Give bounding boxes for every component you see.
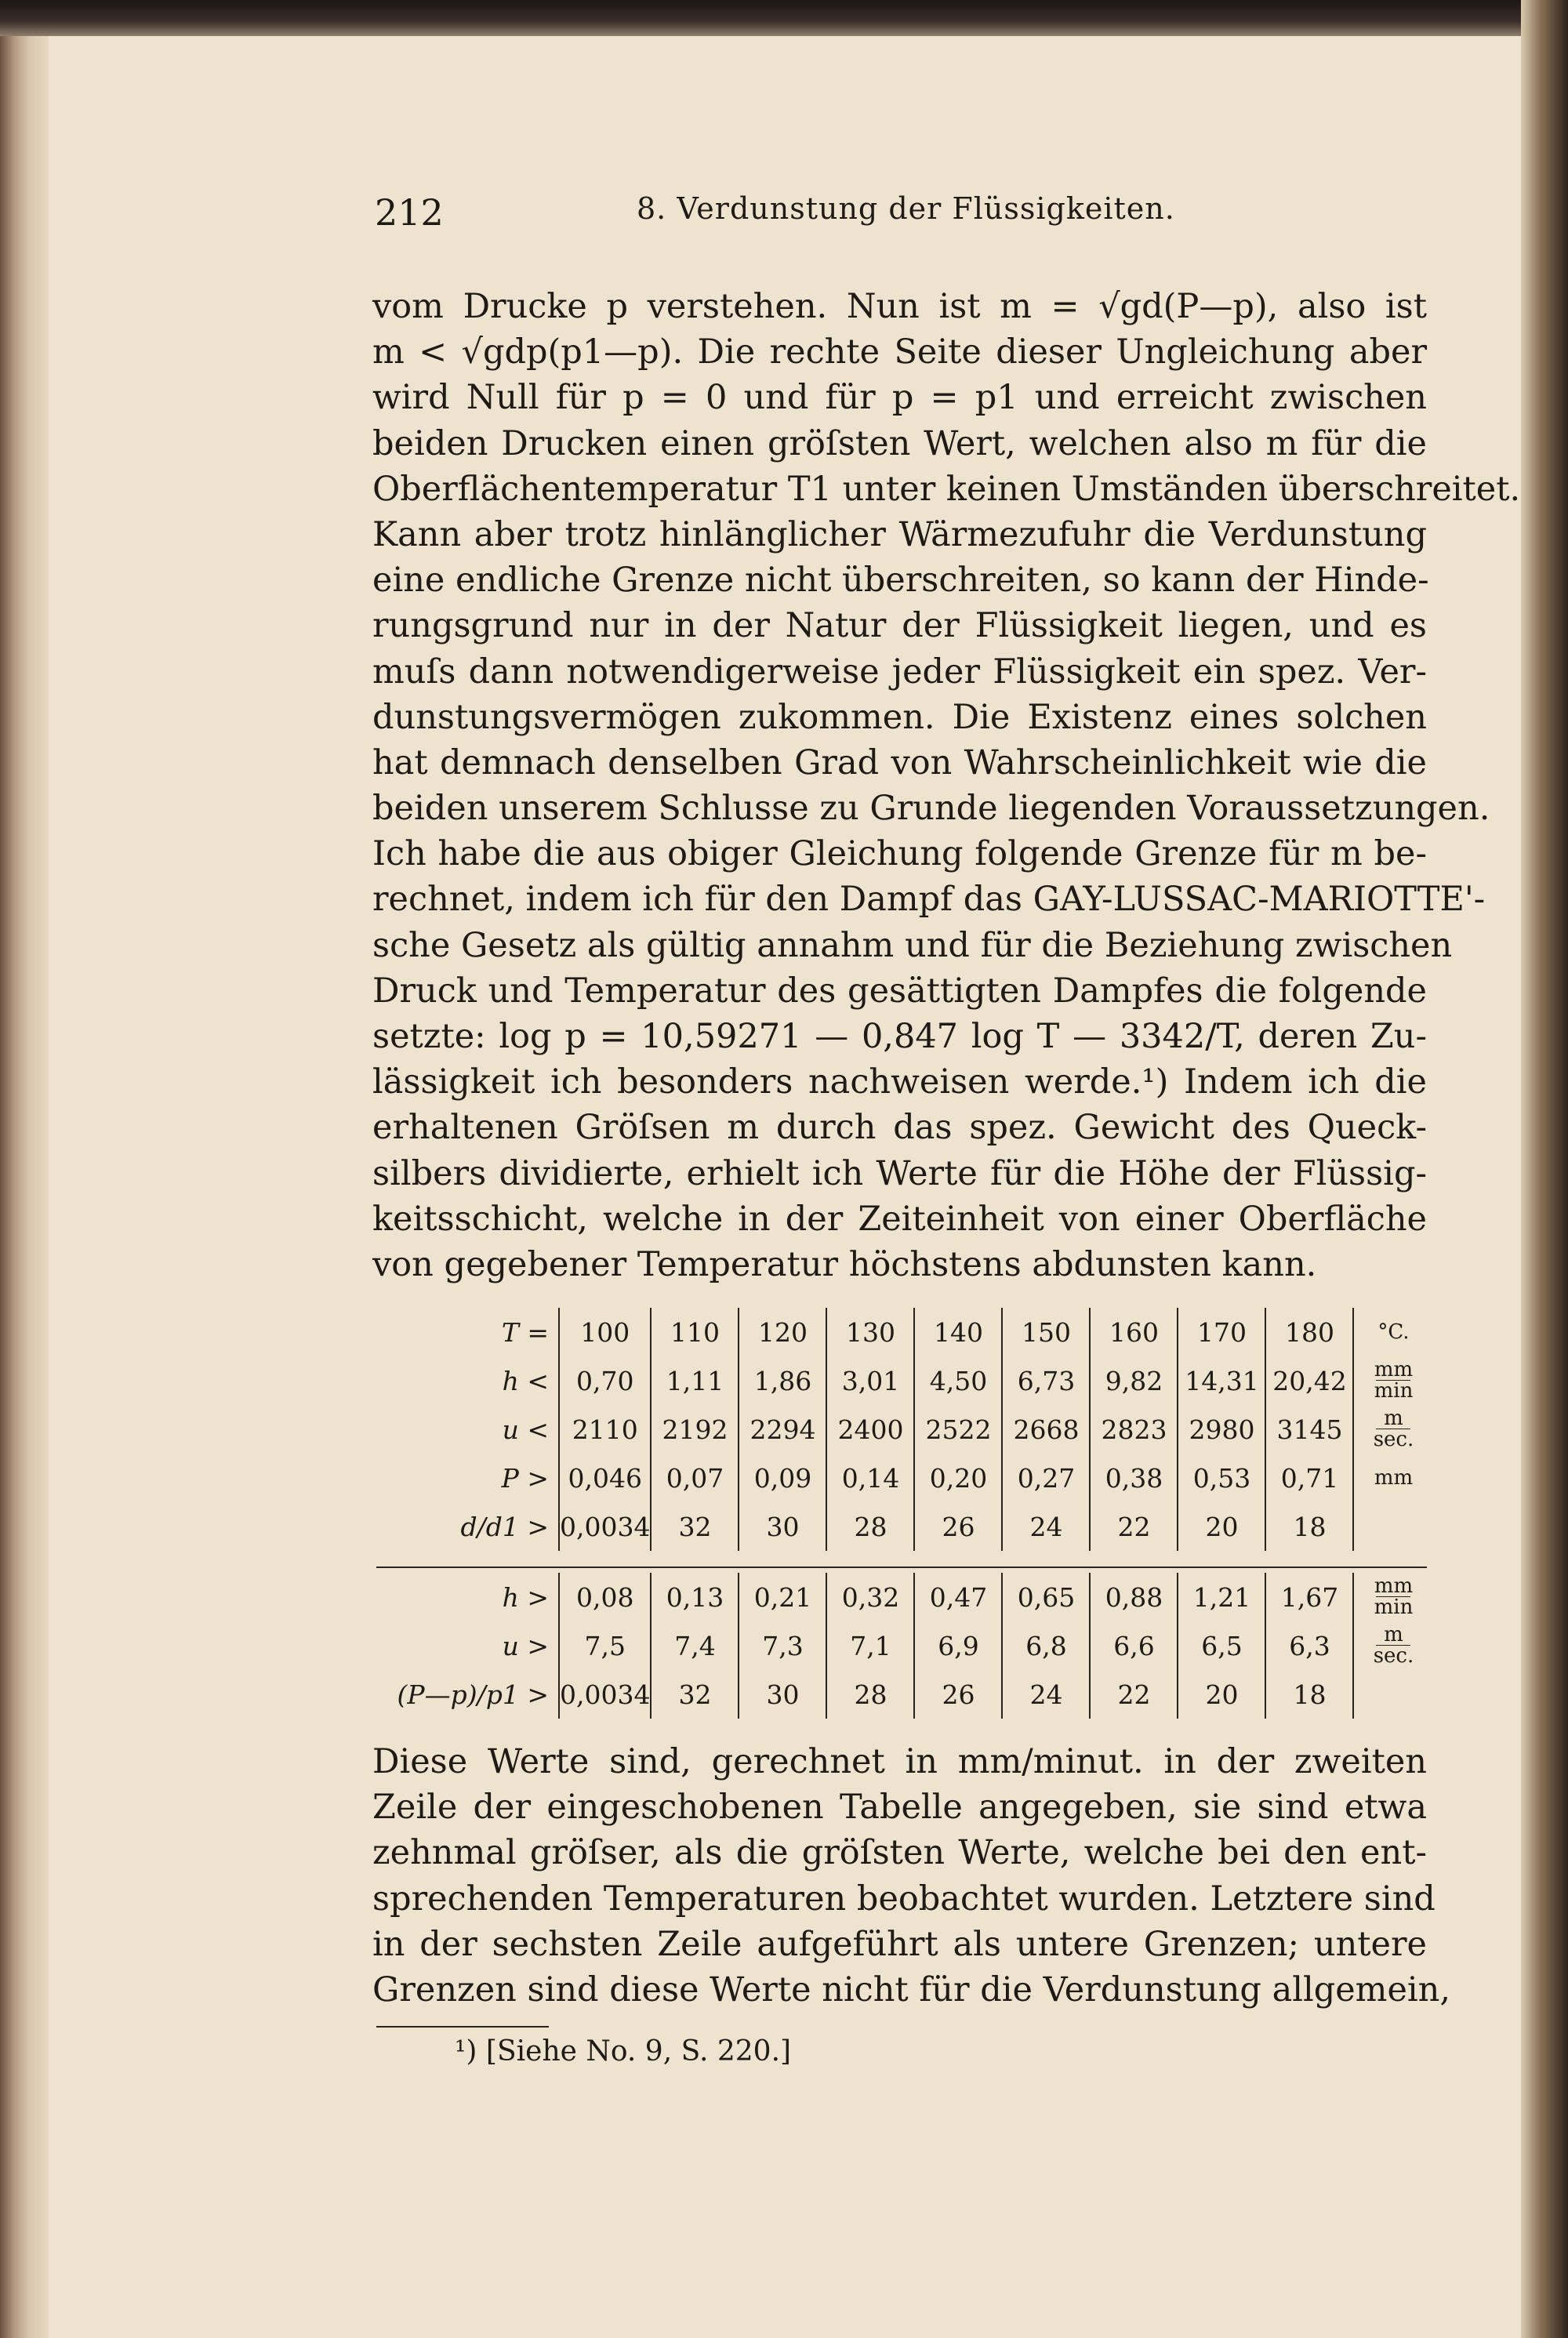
unit-numerator: m (1384, 1406, 1403, 1430)
table-row (361, 1670, 1432, 1719)
text-line: Kann aber trotz hinlänglicher Wärmezufuhr die Verdunstung (372, 514, 1427, 554)
table-cell: 20,42 (1265, 1356, 1353, 1405)
table-cell: 28 (826, 1670, 914, 1719)
table-cell: 0,53 (1178, 1454, 1265, 1502)
table-cell: 32 (651, 1502, 739, 1551)
table-row (361, 1621, 1432, 1670)
table-cell: 7,1 (826, 1621, 914, 1670)
table-cell: 20 (1178, 1670, 1265, 1719)
table-row (361, 1573, 1432, 1621)
table-cell: 160 (1090, 1308, 1178, 1356)
table-cell: 0,20 (914, 1454, 1002, 1502)
row-label: P > (501, 1462, 549, 1494)
row-unit (1353, 1621, 1432, 1670)
table-cell: 170 (1178, 1308, 1265, 1356)
table-cell: 18 (1265, 1670, 1353, 1719)
table-cell: 0,0034 (559, 1502, 651, 1551)
table-cell: 0,27 (1002, 1454, 1090, 1502)
table-cell: 26 (914, 1670, 1002, 1719)
table-cell: 0,07 (651, 1454, 739, 1502)
body-text-top (372, 284, 1521, 1287)
table-cell: 0,09 (739, 1454, 826, 1502)
table-cell: 14,31 (1178, 1356, 1265, 1405)
table-cell: 2823 (1090, 1405, 1178, 1454)
row-unit: °C. (1353, 1308, 1432, 1356)
table-cell: 28 (826, 1502, 914, 1551)
table-cell: 1,11 (651, 1356, 739, 1405)
row-label: h < (502, 1365, 549, 1396)
table-cell: 9,82 (1090, 1356, 1178, 1405)
row-unit (1353, 1502, 1432, 1551)
table-cell: 0,65 (1002, 1573, 1090, 1621)
table-cell: 130 (826, 1308, 914, 1356)
table-cell: 1,67 (1265, 1573, 1353, 1621)
table-cell: 3,01 (826, 1356, 914, 1405)
text-line: rechnet, indem ich für den Dampf das GAY-LUSSAC-MARIOTTE'- (372, 880, 1486, 920)
table-cell: 120 (739, 1308, 826, 1356)
text-line: Diese Werte sind, gerechnet in mm/minut. in der zweiten (372, 1742, 1427, 1781)
table-cell: 0,38 (1090, 1454, 1178, 1502)
text-line: beiden unserem Schlusse zu Grunde liegenden Voraussetzungen. (372, 789, 1490, 829)
footnote-rule (376, 2026, 549, 2028)
text-line: sche Gesetz als gültig annahm und für die Beziehung zwischen (372, 925, 1453, 965)
table-cell: 24 (1002, 1670, 1090, 1719)
text-line: silbers dividierte, erhielt ich Werte für die Höhe der Flüssig- (372, 1153, 1427, 1193)
table-cell: 0,88 (1090, 1573, 1178, 1621)
table-cell: 2522 (914, 1405, 1002, 1454)
table-upper (361, 1308, 1432, 1551)
table-cell: 100 (559, 1308, 651, 1356)
text-line: m < √gdp(p1—p). Die rechte Seite dieser Ungleichung aber (372, 332, 1427, 372)
table-cell: 30 (739, 1670, 826, 1719)
table-cell: 2192 (651, 1405, 739, 1454)
table-cell: 6,6 (1090, 1621, 1178, 1670)
text-line: wird Null für p = 0 und für p = p1 und erreicht zwischen (372, 378, 1427, 418)
text-line: sprechenden Temperaturen beobachtet wurden. Letztere sind (372, 1879, 1436, 1919)
table-cell: 0,0034 (559, 1670, 651, 1719)
unit-numerator: m (1384, 1622, 1403, 1646)
text-line: Oberflächentemperatur T1 unter keinen Umständen überschreitet. (372, 469, 1521, 509)
table-cell: 1,86 (739, 1356, 826, 1405)
text-line: Druck und Temperatur des gesättigten Dampfes die folgende (372, 971, 1427, 1011)
table-cell: 7,5 (559, 1621, 651, 1670)
text-line: muſs dann notwendigerweise jeder Flüssigkeit ein spez. Ver- (372, 652, 1427, 692)
table-cell: 140 (914, 1308, 1002, 1356)
book-top-edge (0, 0, 1568, 36)
row-label: u > (502, 1630, 549, 1661)
unit-denominator: sec. (1373, 1427, 1414, 1451)
row-unit (1353, 1356, 1432, 1405)
row-unit: mm (1353, 1454, 1432, 1502)
text-line: dunstungsvermögen zukommen. Die Existenz eines solchen (372, 697, 1427, 737)
text-line: beiden Drucken einen gröſsten Wert, welchen also m für die (372, 423, 1427, 463)
table-row (361, 1502, 1432, 1551)
page-number: 212 (375, 191, 444, 234)
text-line: von gegebener Temperatur höchstens abdunsten kann. (372, 1244, 1317, 1284)
table-cell: 32 (651, 1670, 739, 1719)
table-row (361, 1405, 1432, 1454)
book-right-edge (1521, 0, 1568, 2338)
table-cell: 6,5 (1178, 1621, 1265, 1670)
text-line: Ich habe die aus obiger Gleichung folgende Grenze für m be- (372, 834, 1427, 874)
text-line: rungsgrund nur in der Natur der Flüssigkeit liegen, und es (372, 606, 1427, 646)
text-line: lässigkeit ich besonders nachweisen werde.¹) Indem ich die (372, 1062, 1427, 1102)
table-cell: 22 (1090, 1502, 1178, 1551)
table-cell: 0,14 (826, 1454, 914, 1502)
table-cell: 0,71 (1265, 1454, 1353, 1502)
book-spine (0, 0, 49, 2338)
table-cell: 150 (1002, 1308, 1090, 1356)
table-cell: 6,73 (1002, 1356, 1090, 1405)
unit-numerator: mm (1374, 1574, 1414, 1598)
row-label: (P—p)/p1 > (397, 1679, 549, 1710)
table-cell: 6,8 (1002, 1621, 1090, 1670)
table-cell: 26 (914, 1502, 1002, 1551)
table-cell: 2110 (559, 1405, 651, 1454)
row-label: h > (502, 1581, 549, 1613)
table-cell: 18 (1265, 1502, 1353, 1551)
unit-denominator: min (1374, 1378, 1414, 1403)
row-unit (1353, 1670, 1432, 1719)
text-line: zehnmal gröſser, als die gröſsten Werte, welche bei den ent- (372, 1833, 1427, 1873)
table-cell: 2980 (1178, 1405, 1265, 1454)
unit-denominator: sec. (1373, 1643, 1414, 1668)
row-unit (1353, 1405, 1432, 1454)
table-row (361, 1308, 1432, 1356)
table-cell: 7,4 (651, 1621, 739, 1670)
table-cell: 180 (1265, 1308, 1353, 1356)
table-row (361, 1454, 1432, 1502)
row-unit (1353, 1573, 1432, 1621)
unit-numerator: mm (1374, 1357, 1414, 1381)
text-line: in der sechsten Zeile aufgeführt als untere Grenzen; untere (372, 1924, 1427, 1964)
row-label: T = (501, 1316, 549, 1348)
table-cell: 3145 (1265, 1405, 1353, 1454)
text-line: keitsschicht, welche in der Zeiteinheit von einer Oberfläche (372, 1199, 1427, 1239)
unit-denominator: min (1374, 1595, 1414, 1619)
table-cell: 24 (1002, 1502, 1090, 1551)
table-cell: 0,13 (651, 1573, 739, 1621)
table-cell: 2668 (1002, 1405, 1090, 1454)
table-cell: 20 (1178, 1502, 1265, 1551)
running-head: 8. Verdunstung der Flüssigkeiten. (637, 191, 1175, 226)
row-label: d/d1 > (460, 1511, 549, 1542)
body-text-bottom (372, 1739, 1451, 2013)
table-cell: 7,3 (739, 1621, 826, 1670)
text-line: setzte: log p = 10,59271 — 0,847 log T — 3342/T, deren Zu- (372, 1017, 1427, 1056)
table-lower (361, 1573, 1432, 1719)
table-row (361, 1356, 1432, 1405)
table-cell: 0,32 (826, 1573, 914, 1621)
table-cell: 4,50 (914, 1356, 1002, 1405)
text-line: Grenzen sind diese Werte nicht für die Verdunstung allgemein, (372, 1970, 1451, 2009)
table-cell: 0,47 (914, 1573, 1002, 1621)
table-separator (376, 1567, 1427, 1568)
footnote: ¹) [Siehe No. 9, S. 220.] (455, 2035, 792, 2068)
text-line: eine endliche Grenze nicht überschreiten, so kann der Hinde- (372, 561, 1429, 601)
table-cell: 30 (739, 1502, 826, 1551)
table-cell: 1,21 (1178, 1573, 1265, 1621)
table-cell: 0,21 (739, 1573, 826, 1621)
table-cell: 0,70 (559, 1356, 651, 1405)
text-line: Zeile der eingeschobenen Tabelle angegeben, sie sind etwa (372, 1788, 1427, 1828)
text-line: erhaltenen Gröſsen m durch das spez. Gewicht des Queck- (372, 1108, 1427, 1148)
text-line: vom Drucke p verstehen. Nun ist m = √gd(P—p), also ist (372, 287, 1427, 326)
text-line: hat demnach denselben Grad von Wahrscheinlichkeit wie die (372, 742, 1427, 782)
table-cell: 0,046 (559, 1454, 651, 1502)
table-cell: 6,3 (1265, 1621, 1353, 1670)
table-cell: 2400 (826, 1405, 914, 1454)
table-cell: 0,08 (559, 1573, 651, 1621)
row-label: u < (502, 1414, 549, 1445)
table-cell: 110 (651, 1308, 739, 1356)
table-cell: 22 (1090, 1670, 1178, 1719)
table-cell: 6,9 (914, 1621, 1002, 1670)
table-cell: 2294 (739, 1405, 826, 1454)
